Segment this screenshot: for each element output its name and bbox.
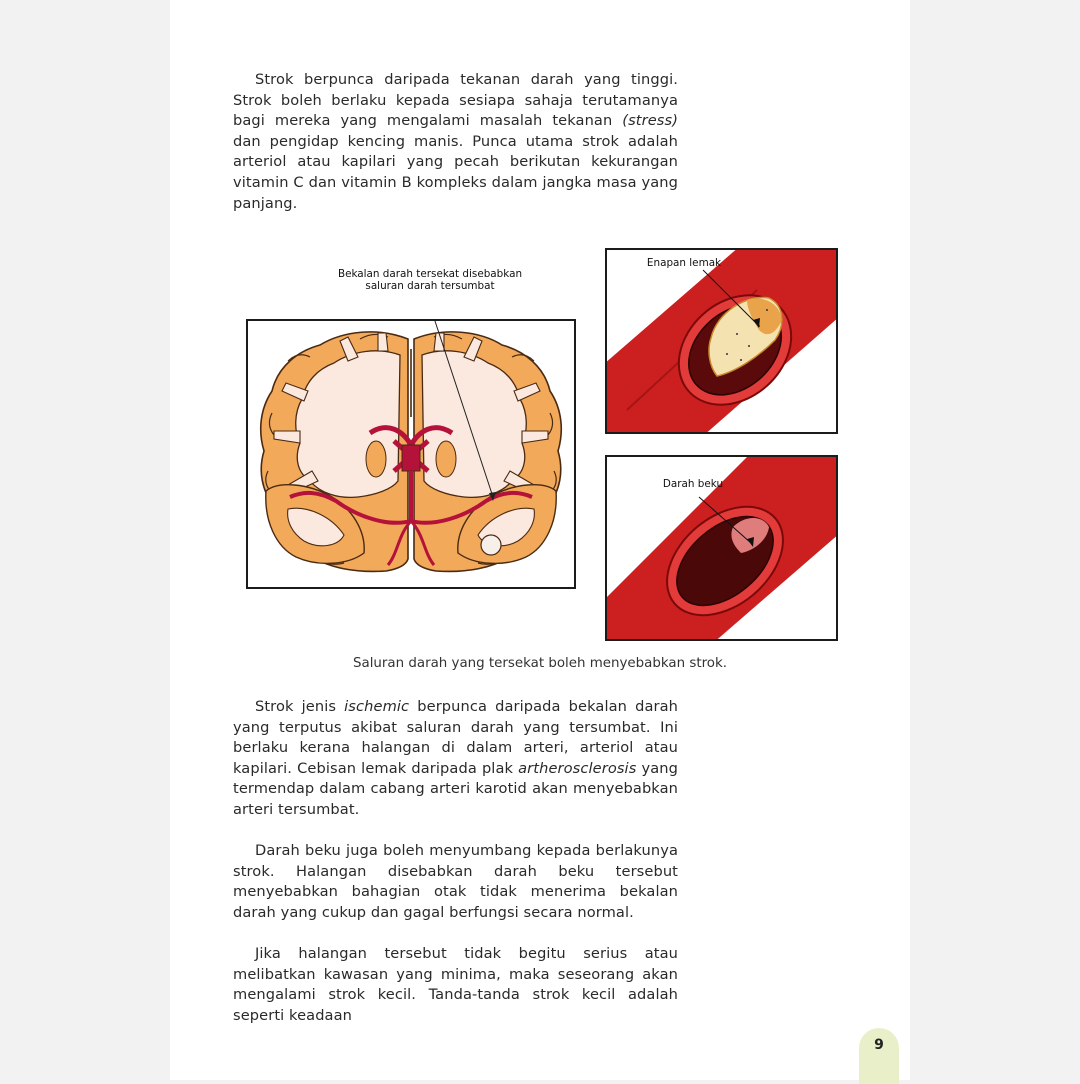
page-number: 9	[859, 1028, 899, 1084]
document-page	[170, 0, 910, 1080]
brain-drawing	[248, 321, 574, 587]
vessel-blood-clot-illustration	[605, 455, 838, 641]
brain-label: Bekalan darah tersekat disebabkan saluran darah tersumbat	[337, 268, 523, 292]
artery-plaque-drawing	[607, 250, 836, 432]
blood-clot-label: Darah beku	[662, 478, 724, 490]
paragraph-3: Darah beku juga boleh menyumbang kepada berlakunya strok. Halangan disebabkan darah beku tersebut menyebabkan bahagian otak tidak menerima bekalan darah yang cukup dan gagal berfungsi secara normal.	[233, 842, 678, 921]
fatty-deposit-label: Enapan lemak	[646, 257, 722, 269]
paragraph-4: Jika halangan tersebut tidak begitu serius atau melibatkan kawasan yang minima, maka seseorang akan mengalami strok kecil. Tanda-tanda strok kecil adalah seperti keadaan	[233, 945, 678, 1024]
brain-illustration	[246, 319, 576, 589]
vessel-fatty-deposit-illustration	[605, 248, 838, 434]
paragraph-1: Strok berpunca daripada tekanan darah yang tinggi. Strok boleh berlaku kepada sesiapa sahaja terutamanya bagi mereka yang mengalami masalah tekanan (stress) dan pengidap kencing manis. Punca utama strok adalah arteriol atau kapilari yang pecah berikutan kekurangan vitamin C dan vitamin B kompleks dalam jangka masa yang panjang.	[233, 71, 678, 212]
figure-caption: Saluran darah yang tersekat boleh menyebabkan strok.	[353, 656, 727, 671]
paragraph-2: Strok jenis ischemic berpunca daripada bekalan darah yang terputus akibat saluran darah yang tersumbat. Ini berlaku kerana halangan di dalam arteri, arteriol atau kapilari. Cebisan lemak daripada plak artherosclerosis yang termendap dalam cabang arteri karotid akan menyebabkan arteri tersumbat.	[233, 698, 678, 818]
